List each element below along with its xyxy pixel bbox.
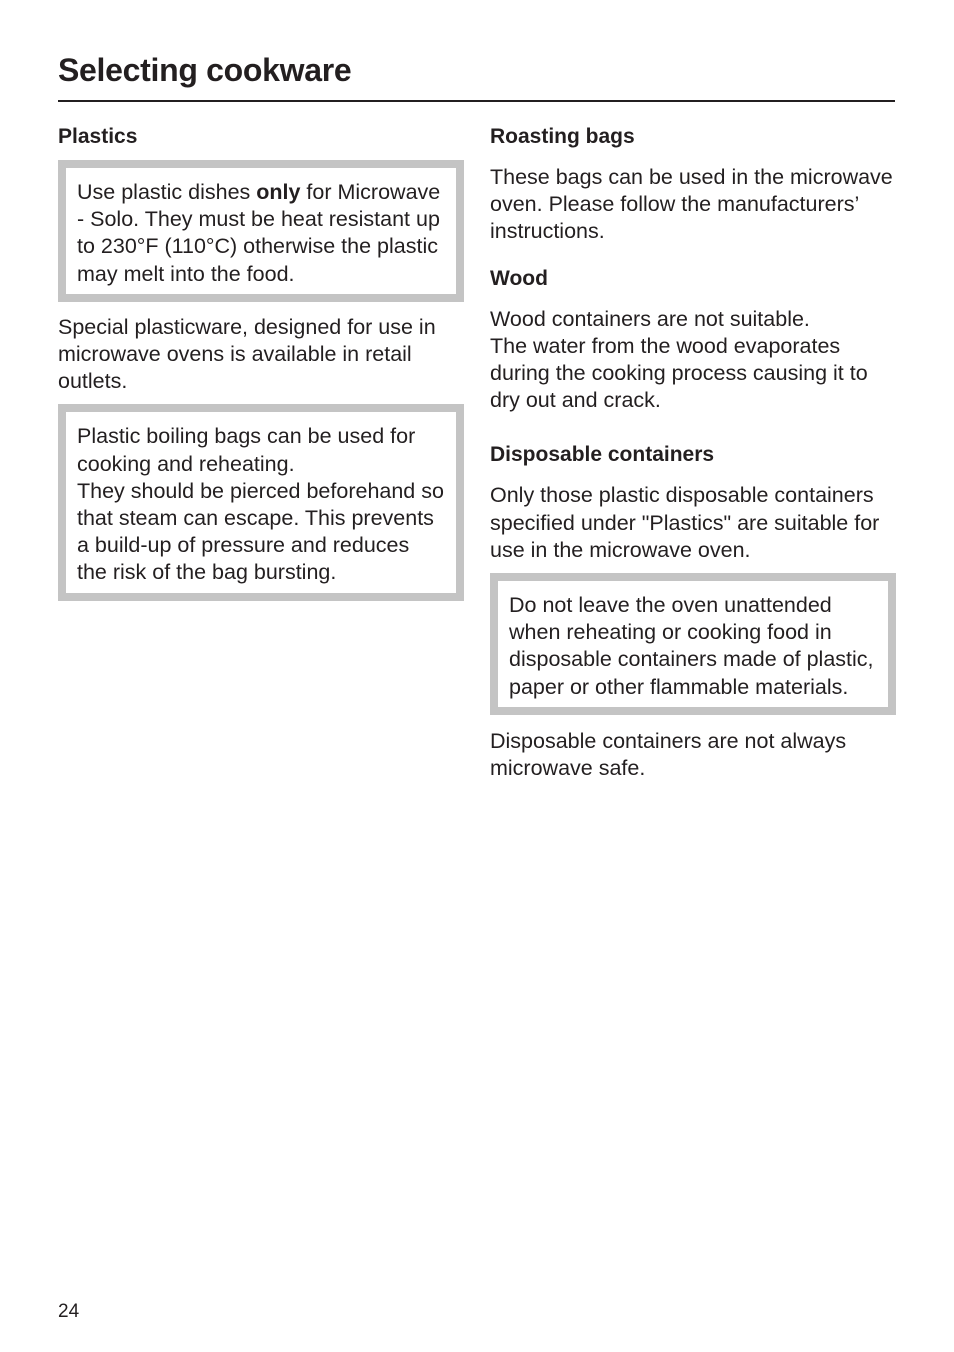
note-text-emphasis-only: only (256, 180, 301, 204)
paragraph-special-plasticware: Special plasticware, designed for use in microwave ovens is available in retail outlets. (58, 314, 436, 394)
note-box-plastic-dishes (58, 160, 464, 302)
note-box-disposable-warning (490, 573, 896, 715)
right-column (490, 122, 896, 782)
paragraph-disposable-footer: Disposable containers are not always microwave safe. (490, 728, 847, 781)
paragraph-roasting-bags: These bags can be used in the microwave oven. Please follow the manufacturers’ instructions. (490, 165, 893, 244)
paragraph-wood-line1: Wood containers are not suitable. (490, 306, 810, 331)
page-title: Selecting cookware (58, 52, 352, 88)
paragraph-wood-line2: The water from the wood evaporates during the cooking process causing it to dry out and crack. (490, 333, 868, 413)
note-text-plastic-dishes (77, 179, 445, 288)
page-number: 24 (58, 1301, 80, 1322)
section-heading-wood: Wood (490, 266, 548, 290)
note-text-plastic-dishes-start: Use plastic dishes (77, 180, 257, 204)
left-column (58, 122, 464, 601)
section-heading-roasting-bags: Roasting bags (490, 125, 635, 148)
paragraph-disposable-containers: Only those plastic disposable containers specified under "Plastics" are suitable for use in the microwave oven. (490, 483, 880, 562)
section-heading-plastics: Plastics (58, 125, 138, 148)
section-heading-disposable-containers: Disposable containers (490, 443, 715, 467)
note-text-plastic-dishes-end: for Microwave - Solo. They must be heat resistant up to 230°F (110°C) otherwise the plastic may melt into the food. (77, 180, 441, 286)
note-text-disposable-warning: Do not leave the oven unattended when reheating or cooking food in disposable containers made of plastic, paper or other flammable materials. (509, 593, 874, 699)
title-divider (58, 100, 895, 102)
note-text-boiling-bags-line1: Plastic boiling bags can be used for cooking and reheating. (77, 424, 416, 476)
note-text-boiling-bags-line2: They should be pierced beforehand so that steam can escape. This prevents a build-up of pressure and reduces the risk of the bag bursting. (77, 478, 444, 585)
note-box-boiling-bags (58, 404, 464, 600)
